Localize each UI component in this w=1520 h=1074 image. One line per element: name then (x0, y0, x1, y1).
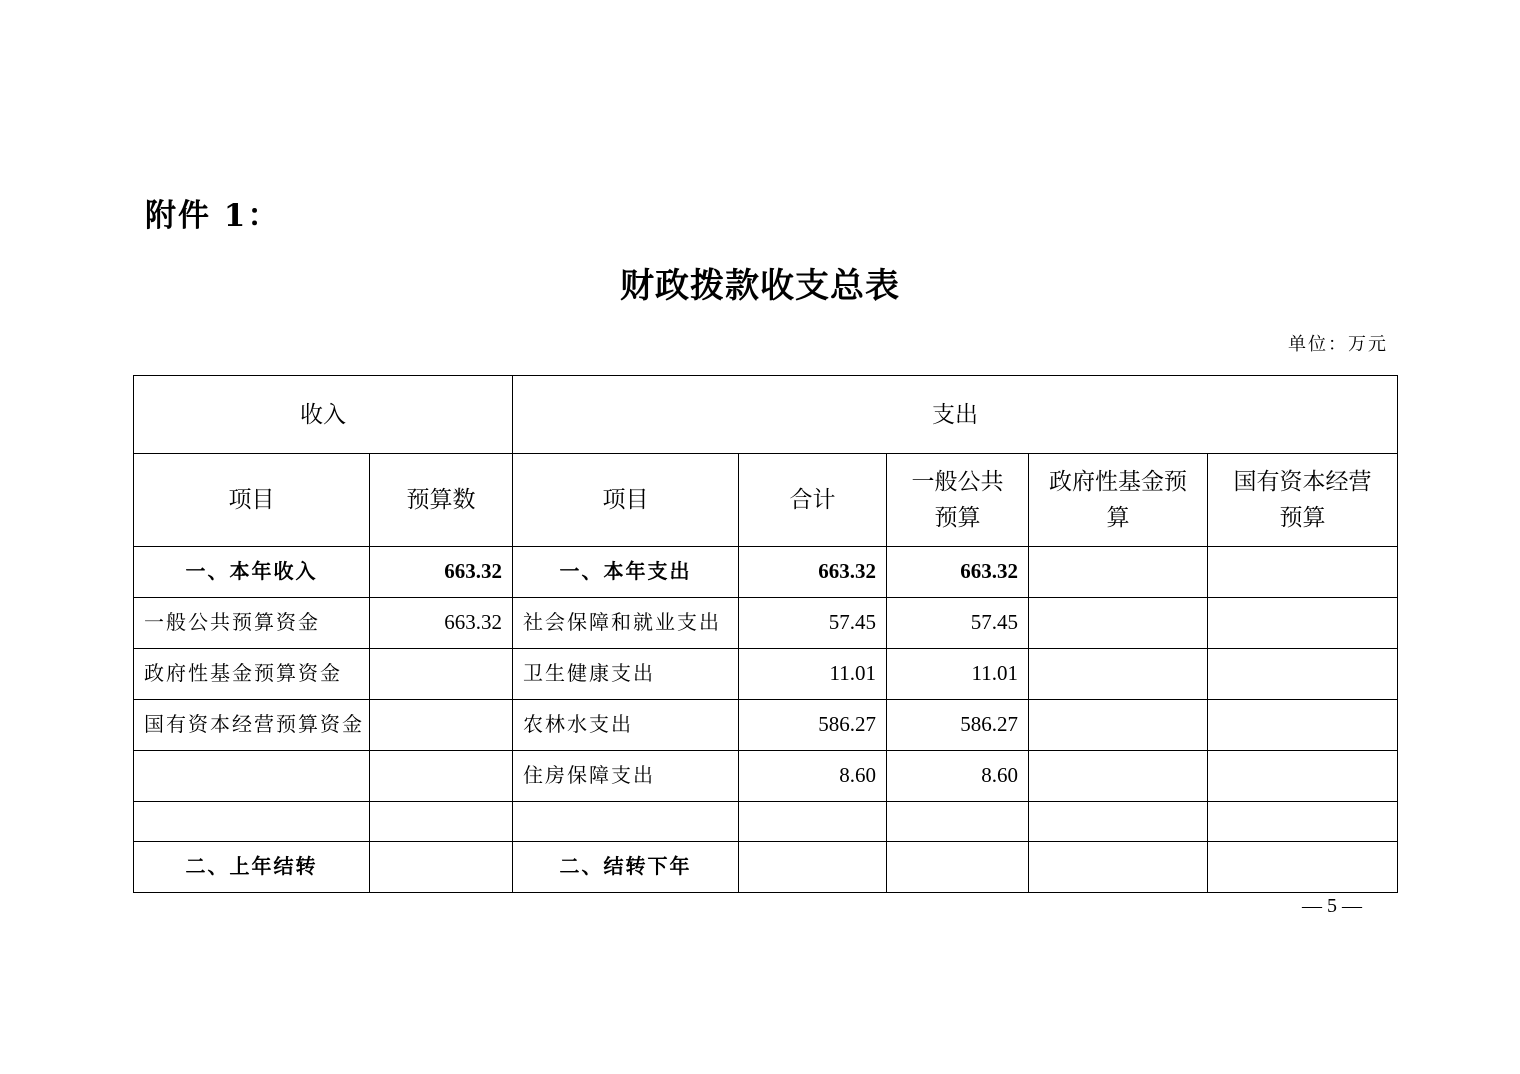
total-cell (739, 842, 887, 893)
table-row (134, 649, 1398, 700)
state-capital-cell (1208, 751, 1398, 802)
expense-item-cell (513, 598, 739, 649)
cell-text (134, 751, 369, 759)
cell-text: 11.01 (971, 661, 1018, 685)
gov-fund-header-text: 政府性基金预算 (1049, 469, 1187, 531)
cell-text (1029, 649, 1207, 661)
cell-text (1208, 751, 1397, 763)
cell-text (370, 700, 512, 712)
general-budget-cell (887, 547, 1029, 598)
cell-text (739, 842, 886, 854)
gov-fund-cell (1029, 751, 1208, 802)
total-cell (739, 751, 887, 802)
cell-text: 663.32 (818, 559, 876, 583)
gov-fund-cell (1029, 598, 1208, 649)
state-capital-cell (1208, 802, 1398, 842)
cell-text (1208, 842, 1397, 854)
cell-text: 57.45 (970, 610, 1018, 634)
page-number: — 5 — (1302, 895, 1362, 917)
cell-text: 8.60 (981, 763, 1018, 787)
cell-text (739, 802, 886, 814)
cell-text: 农林水支出 (523, 712, 633, 736)
table-row (134, 700, 1398, 751)
income-budget-cell (370, 842, 513, 893)
fiscal-summary-table (133, 375, 1398, 893)
total-cell (739, 649, 887, 700)
table-title: 财政拨款收支总表 (620, 266, 900, 306)
cell-text: 一、本年支出 (559, 559, 692, 583)
cell-text (370, 751, 512, 763)
cell-text (1208, 802, 1397, 814)
income-item-cell (134, 547, 370, 598)
cell-text (370, 842, 512, 854)
general-budget-cell (887, 751, 1029, 802)
gov-fund-cell (1029, 547, 1208, 598)
income-budget-cell (370, 547, 513, 598)
income-item-cell (134, 842, 370, 893)
state-capital-header-text: 国有资本经营预算 (1233, 469, 1372, 531)
cell-text: 一般公共预算资金 (144, 610, 320, 634)
income-item-cell (134, 649, 370, 700)
cell-text: 586.27 (818, 712, 876, 736)
income-budget-cell (370, 700, 513, 751)
expense-item-cell (513, 700, 739, 751)
table-row (134, 547, 1398, 598)
income-item-header: 项目 (134, 454, 370, 547)
cell-text: 663.32 (444, 559, 502, 583)
cell-text (1029, 751, 1207, 763)
cell-text (1029, 547, 1207, 559)
cell-text (887, 802, 1028, 814)
gov-fund-cell (1029, 802, 1208, 842)
gov-fund-cell (1029, 649, 1208, 700)
total-cell (739, 547, 887, 598)
state-capital-cell (1208, 842, 1398, 893)
income-budget-cell (370, 751, 513, 802)
cell-text: 二、上年结转 (185, 854, 318, 878)
income-budget-cell (370, 649, 513, 700)
income-header: 收入 (134, 376, 513, 454)
gov-fund-cell (1029, 700, 1208, 751)
general-budget-cell (887, 802, 1029, 842)
general-budget-header-text: 一般公共预算 (911, 469, 1004, 531)
cell-text: 一、本年收入 (185, 559, 318, 583)
table-row (134, 802, 1398, 842)
general-budget-cell (887, 700, 1029, 751)
expense-item-cell (513, 842, 739, 893)
income-budget-cell (370, 802, 513, 842)
cell-text (1029, 700, 1207, 712)
cell-text (1208, 547, 1397, 559)
state-capital-cell (1208, 547, 1398, 598)
table-row (134, 842, 1398, 893)
state-capital-cell (1208, 598, 1398, 649)
expense-header: 支出 (513, 376, 1398, 454)
cell-text: 11.01 (829, 661, 876, 685)
gov-fund-cell (1029, 842, 1208, 893)
cell-text (370, 802, 512, 814)
expense-item-cell (513, 649, 739, 700)
total-cell (739, 598, 887, 649)
state-capital-cell (1208, 700, 1398, 751)
cell-text: 政府性基金预算资金 (144, 661, 342, 685)
cell-text: 二、结转下年 (559, 854, 692, 878)
income-item-cell (134, 700, 370, 751)
cell-text: 卫生健康支出 (523, 661, 655, 685)
cell-text (134, 802, 369, 810)
unit-label: 单位：万元 (1288, 334, 1388, 355)
attachment-label: 附件 1： (145, 198, 281, 234)
income-budget-header: 预算数 (370, 454, 513, 547)
cell-text: 586.27 (960, 712, 1018, 736)
expense-item-cell (513, 751, 739, 802)
table-row (134, 598, 1398, 649)
total-cell (739, 700, 887, 751)
gov-fund-header (1029, 454, 1208, 547)
cell-text (1208, 649, 1397, 661)
income-item-cell (134, 598, 370, 649)
cell-text: 国有资本经营预算资金 (144, 712, 364, 736)
income-budget-cell (370, 598, 513, 649)
cell-text (887, 842, 1028, 854)
cell-text (513, 802, 738, 810)
cell-text (1029, 598, 1207, 610)
income-item-cell (134, 751, 370, 802)
cell-text: 663.32 (444, 610, 502, 634)
cell-text: 57.45 (828, 610, 876, 634)
header-row-sub (134, 454, 1398, 547)
general-budget-cell (887, 649, 1029, 700)
table-row (134, 751, 1398, 802)
total-header: 合计 (739, 454, 887, 547)
cell-text: 8.60 (839, 763, 876, 787)
header-row-top (134, 376, 1398, 454)
total-cell (739, 802, 887, 842)
income-item-cell (134, 802, 370, 842)
cell-text: 663.32 (960, 559, 1018, 583)
general-budget-cell (887, 842, 1029, 893)
cell-text (1029, 802, 1207, 814)
expense-item-cell (513, 547, 739, 598)
cell-text (1029, 842, 1207, 854)
cell-text: 社会保障和就业支出 (523, 610, 721, 634)
general-budget-cell (887, 598, 1029, 649)
expense-item-header: 项目 (513, 454, 739, 547)
expense-item-cell (513, 802, 739, 842)
cell-text (370, 649, 512, 661)
state-capital-header (1208, 454, 1398, 547)
state-capital-cell (1208, 649, 1398, 700)
cell-text: 住房保障支出 (523, 763, 655, 787)
cell-text (1208, 700, 1397, 712)
cell-text (1208, 598, 1397, 610)
general-budget-header (887, 454, 1029, 547)
